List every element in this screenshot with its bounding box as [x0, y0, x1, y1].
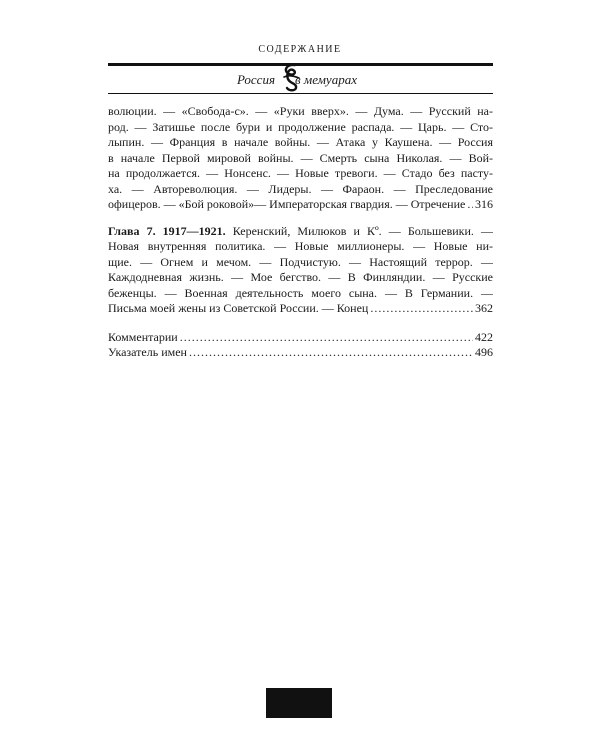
- toc-line: Новая внутренняя политика. — Новые миллионеры. — Новые ни-: [108, 239, 493, 253]
- series-title-left: Россия: [236, 72, 275, 87]
- page-number[interactable]: 362: [475, 301, 493, 315]
- toc-line: беженцы. — Военная деятельность моего сына. — В Германии. —: [108, 285, 493, 300]
- toc-line-text: Письма моей жены из Советской России. — Конец: [108, 301, 369, 315]
- block-gap: [108, 317, 493, 330]
- running-head: СОДЕРЖАНИЕ: [258, 44, 342, 55]
- toc-line: на продолжается. — Нонсенс. — Новые тревоги. — Стадо без пасту-: [108, 166, 493, 180]
- toc-line-last: [108, 301, 493, 317]
- series-title-right: в мемуарах: [295, 72, 357, 87]
- toc-line-last: [108, 345, 493, 361]
- toc-line-text: Керенский, Милюков и Кº. — Большевики. —: [232, 223, 493, 238]
- chapter-label[interactable]: Глава 7. 1917—1921.: [108, 223, 226, 238]
- leader-dots: [370, 301, 473, 317]
- toc-entry-index: [108, 345, 493, 361]
- toc-entry-chapter-7: [108, 224, 493, 317]
- toc-line: [108, 224, 493, 240]
- header-rule-thin: [108, 93, 493, 94]
- page-number[interactable]: 496: [475, 345, 493, 359]
- table-of-contents: [108, 104, 493, 361]
- series-title: [108, 68, 493, 92]
- toc-line: ха. — Автореволюция. — Лидеры. — Фараон. — Преследование: [108, 181, 493, 196]
- leader-dots: [189, 345, 473, 361]
- toc-line: щие. — Огнем и мечом. — Подчистую. — Настоящий террор. —: [108, 254, 493, 269]
- toc-line: в начале Первой мировой войны. — Смерть сына Николая. — Вой-: [108, 150, 493, 165]
- toc-entry-label[interactable]: Указатель имен: [108, 345, 187, 359]
- leader-dots: [180, 330, 473, 346]
- entry-gap: [108, 213, 493, 224]
- page-number[interactable]: 316: [475, 197, 493, 211]
- toc-line: Каждодневная жизнь. — Мое бегство. — В Финляндии. — Русские: [108, 270, 493, 284]
- toc-entry-comments: [108, 330, 493, 346]
- toc-line-text: офицеров. — «Бой роковой»— Императорская гвардия. — Отречение: [108, 197, 466, 211]
- page-number[interactable]: 422: [475, 329, 493, 344]
- toc-line: лыпин. — Франция в начале войны. — Атака у Каушена. — Россия: [108, 135, 493, 149]
- toc-line: волюции. — «Свобода-с». — «Руки вверх». — Дума. — Русский на-: [108, 104, 493, 118]
- leader-dots: [467, 197, 473, 213]
- toc-line-last: [108, 330, 493, 346]
- toc-line-last: [108, 197, 493, 213]
- footer-page-tab: [266, 688, 332, 718]
- toc-entry-chapter-6-continued: [108, 104, 493, 213]
- toc-entry-label[interactable]: Комментарии: [108, 329, 178, 344]
- toc-line: род. — Затишье после бури и продолжение распада. — Царь. — Сто-: [108, 119, 493, 134]
